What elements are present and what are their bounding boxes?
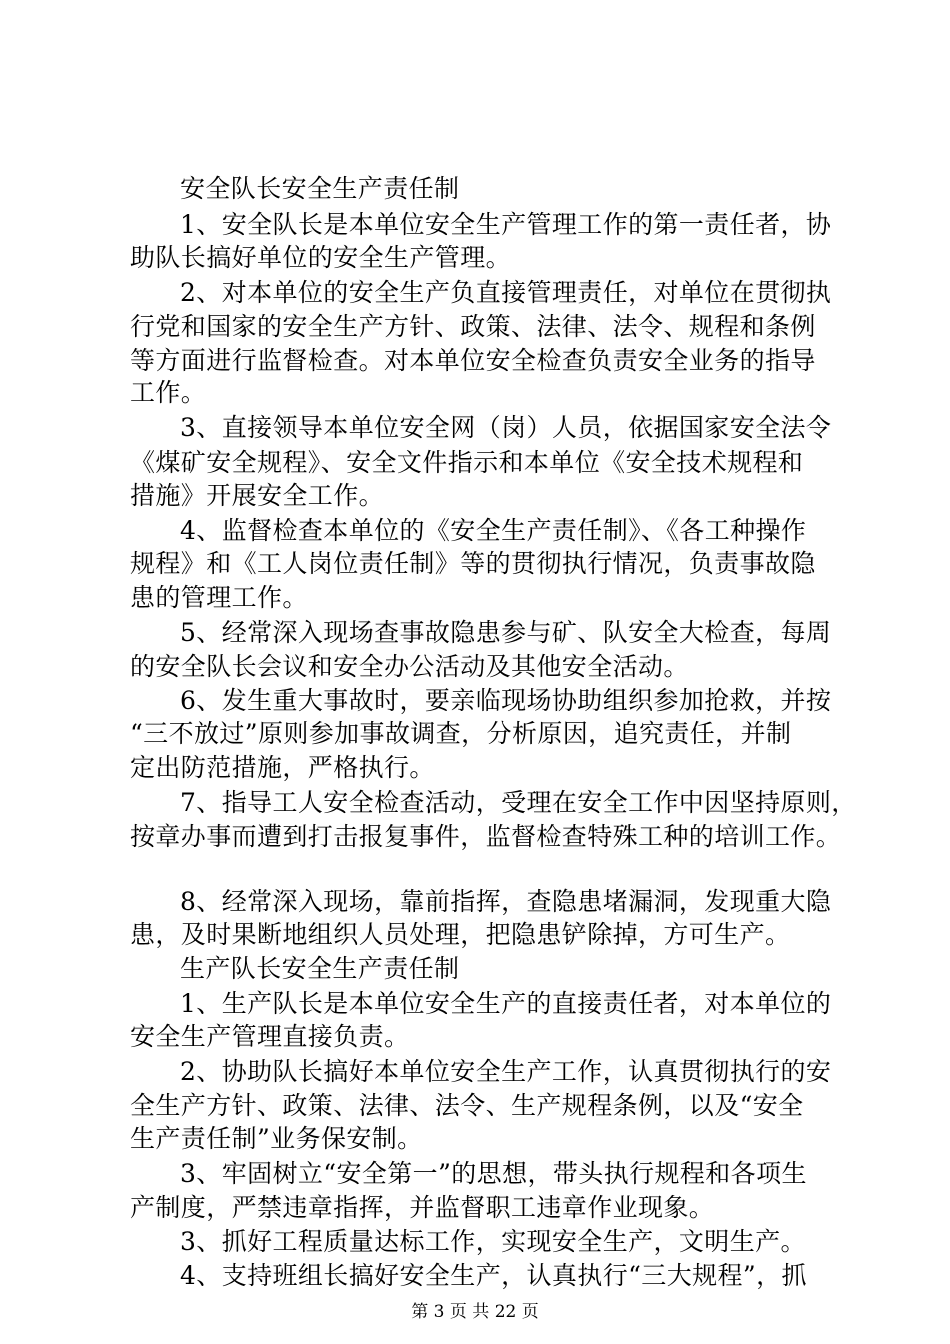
paragraph-line: 规程》和《工人岗位责任制》等的贯彻执行情况，负责事故隐 bbox=[130, 549, 816, 578]
section-title-safety-captain: 安全队长安全生产责任制 bbox=[180, 174, 460, 203]
paragraph-line: 2、对本单位的安全生产负直接管理责任，对单位在贯彻执 bbox=[180, 278, 832, 307]
paragraph-line: 4、支持班组长搞好安全生产，认真执行“三大规程”，抓 bbox=[180, 1261, 807, 1290]
paragraph-line: 3、牢固树立“安全第一”的思想，带头执行规程和各项生 bbox=[180, 1159, 807, 1188]
page-footer: 第 3 页 共 22 页 bbox=[411, 1302, 539, 1322]
paragraph-line: 8、经常深入现场，靠前指挥，查隐患堵漏洞，发现重大隐 bbox=[180, 887, 832, 916]
paragraph-line: 3、抓好工程质量达标工作，实现安全生产，文明生产。 bbox=[180, 1227, 806, 1256]
paragraph-line: 定出防范措施，严格执行。 bbox=[130, 753, 435, 782]
section-title-production-captain: 生产队长安全生产责任制 bbox=[180, 954, 460, 983]
paragraph-line: 6、发生重大事故时，要亲临现场协助组织参加抢救，并按 bbox=[180, 686, 832, 715]
paragraph-line: 《煤矿安全规程》、安全文件指示和本单位《安全技术规程和 bbox=[130, 448, 804, 477]
paragraph-line: 4、监督检查本单位的《安全生产责任制》、《各工种操作 bbox=[180, 516, 807, 545]
paragraph-line: 生产责任制”业务保安制。 bbox=[130, 1124, 423, 1153]
paragraph-line: 措施》开展安全工作。 bbox=[130, 481, 385, 510]
paragraph-line: 的安全队长会议和安全办公活动及其他安全活动。 bbox=[130, 652, 689, 681]
paragraph-line: 安全生产管理直接负责。 bbox=[130, 1022, 410, 1051]
paragraph-line: 5、经常深入现场查事故隐患参与矿、队安全大检查，每周 bbox=[180, 618, 832, 647]
paragraph-line: 1、安全队长是本单位安全生产管理工作的第一责任者，协 bbox=[180, 210, 832, 239]
paragraph-line: 助队长搞好单位的安全生产管理。 bbox=[130, 243, 512, 272]
paragraph-line: 患，及时果断地组织人员处理，把隐患铲除掉，方可生产。 bbox=[130, 920, 791, 949]
paragraph-line: 2、协助队长搞好本单位安全生产工作，认真贯彻执行的安 bbox=[180, 1057, 832, 1086]
paragraph-line: 工作。 bbox=[130, 378, 207, 407]
paragraph-line: 7、指导工人安全检查活动，受理在安全工作中因坚持原则， bbox=[180, 788, 857, 817]
paragraph-line: 1、生产队长是本单位安全生产的直接责任者，对本单位的 bbox=[180, 989, 832, 1018]
paragraph-line: 按章办事而遭到打击报复事件，监督检查特殊工种的培训工作。 bbox=[130, 822, 842, 851]
paragraph-line: 产制度，严禁违章指挥，并监督职工违章作业现象。 bbox=[130, 1193, 715, 1222]
paragraph-line: 等方面进行监督检查。对本单位安全检查负责安全业务的指导 bbox=[130, 346, 816, 375]
paragraph-line: 行党和国家的安全生产方针、政策、法律、法令、规程和条例 bbox=[130, 312, 816, 341]
paragraph-line: “三不放过”原则参加事故调查，分析原因，追究责任，并制 bbox=[130, 719, 792, 748]
paragraph-line: 全生产方针、政策、法律、法令、生产规程条例，以及“安全 bbox=[130, 1091, 804, 1120]
paragraph-line: 患的管理工作。 bbox=[130, 583, 308, 612]
paragraph-line: 3、直接领导本单位安全网（岗）人员，依据国家安全法令 bbox=[180, 413, 832, 442]
